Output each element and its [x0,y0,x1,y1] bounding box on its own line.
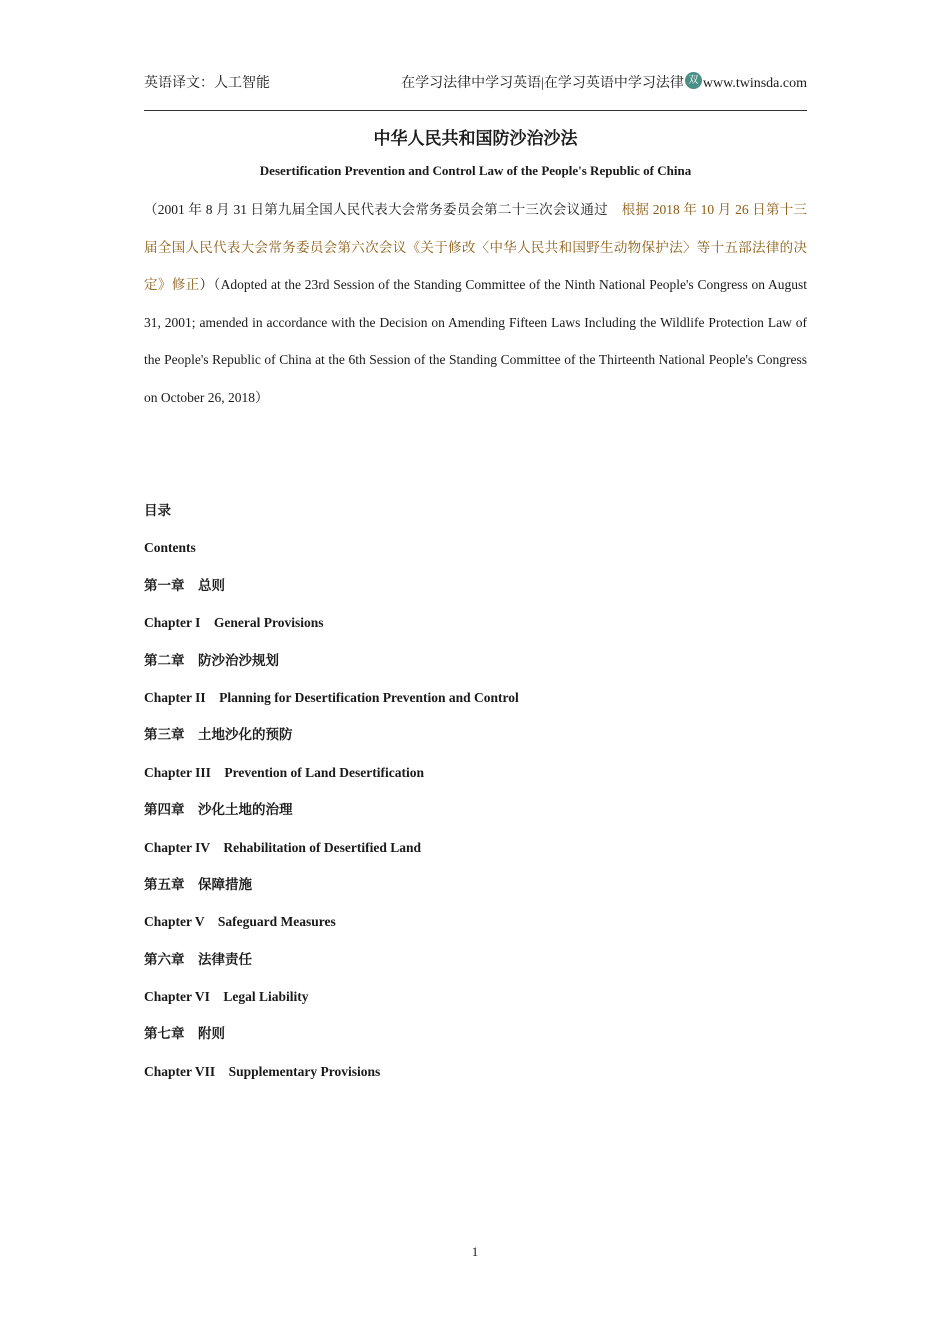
adoption-text-en: ）（Adopted at the 23rd Session of the Standing Committee of the Ninth National People's Congress on August 31, 2001; amended in accordance with the Decision on Amending Fifteen Laws Including the Wildlife Protection Law of the People's Republic of China at the 6th Session of the Standing Committee of the Thirteenth National People's Congress on October 26, 2018） [144,277,808,405]
toc-heading-en: Contents [144,540,196,556]
toc-item[interactable]: 第二章 防沙治沙规划 [144,652,279,668]
header-url[interactable]: www.twinsda.com [702,76,807,91]
document-title-en: Desertification Prevention and Control Law of the People's Republic of China [259,163,692,178]
toc-heading-zh: 目录 [144,503,171,518]
page-header [144,72,807,94]
toc-item[interactable]: 第一章 总则 [144,577,225,593]
toc-item[interactable]: Chapter V Safeguard Measures [144,914,336,930]
table-of-contents [144,492,807,1090]
toc-item[interactable]: Chapter VII Supplementary Provisions [144,1063,381,1079]
adoption-note [144,191,807,416]
adoption-text-zh: （2001 年 8 月 31 日第九届全国人民代表大会常务委员会第二十三次会议通过 [144,202,622,217]
header-section-label: 英语译文：人工智能 [144,76,270,91]
toc-item[interactable]: 第四章 沙化土地的治理 [144,802,293,818]
document-title-zh: 中华人民共和国防沙治沙法 [373,129,578,148]
toc-item[interactable]: Chapter I General Provisions [144,615,324,631]
toc-item[interactable]: Chapter II Planning for Desertification Prevention and Control [144,689,519,705]
toc-item[interactable]: 第三章 土地沙化的预防 [144,727,293,743]
toc-item[interactable]: 第七章 附则 [144,1026,225,1042]
page-number: 1 [471,1244,479,1259]
header-slogan: 在学习法律中学习英语|在学习英语中学习法律 [401,76,684,91]
toc-item[interactable]: 第五章 保障措施 [144,876,252,892]
twinsda-logo-icon: 双 [685,72,702,89]
header-tagline [401,72,807,92]
header-divider [144,110,807,111]
toc-item[interactable]: Chapter III Prevention of Land Desertification [144,764,424,780]
toc-item[interactable]: Chapter VI Legal Liability [144,989,309,1005]
toc-item[interactable]: 第六章 法律责任 [144,951,252,967]
amendment-note: 根据 2018 年 10 月 26 日第十三届全国人民代表大会常务委员会第六次会议《关于修改〈中华人民共和国野生动物保护法〉等十五部法律的决定》修正 [144,202,808,292]
toc-item[interactable]: Chapter IV Rehabilitation of Desertified Land [144,839,422,855]
